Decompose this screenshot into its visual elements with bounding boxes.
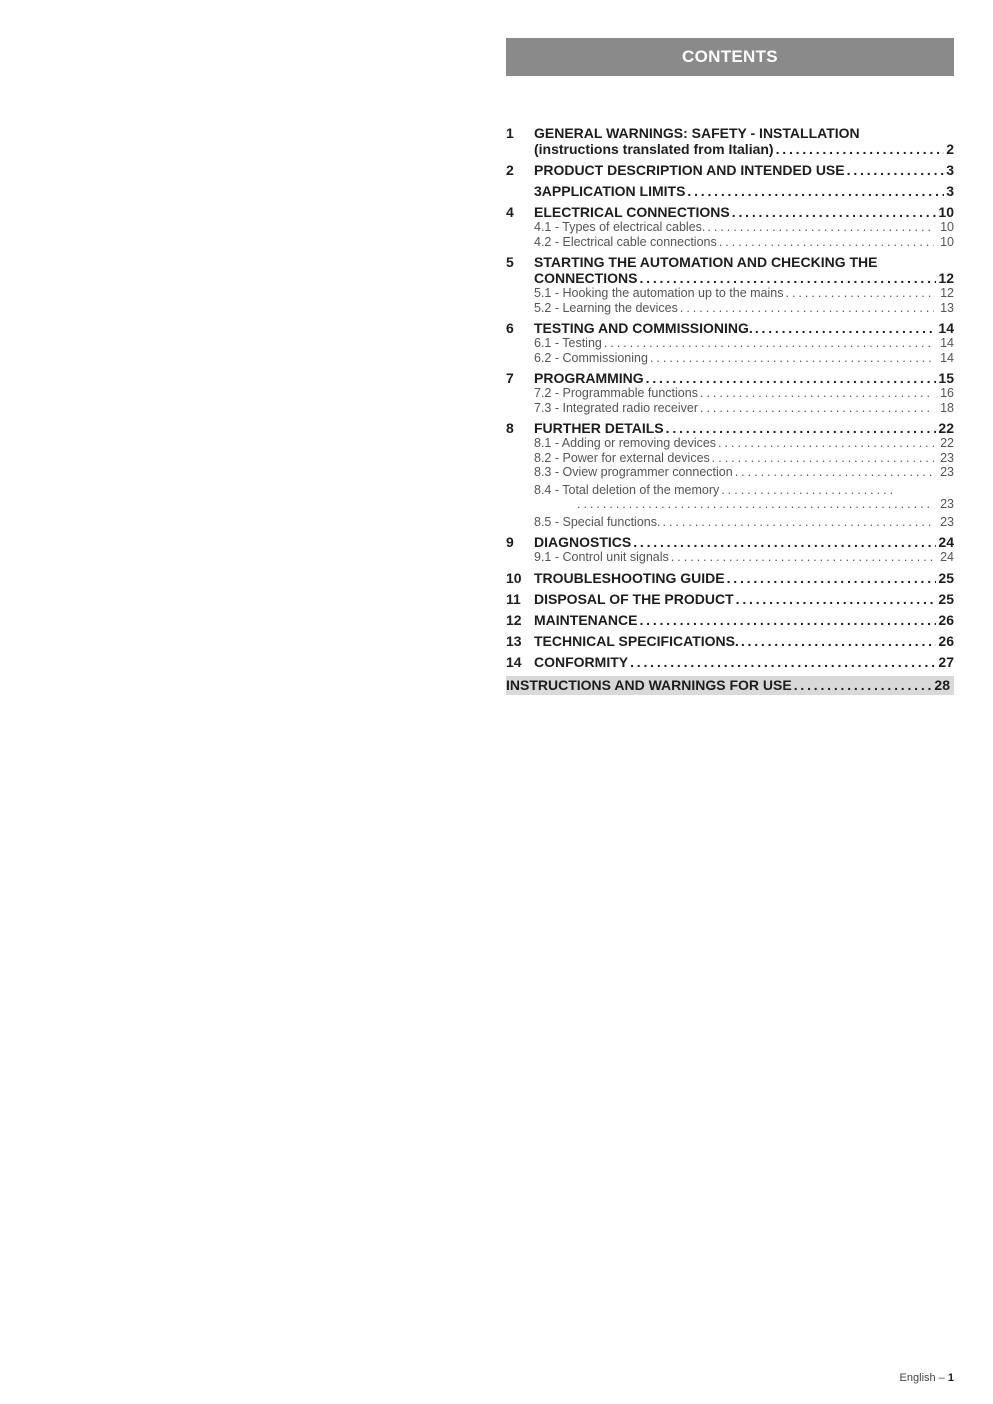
entry-page: 22 (938, 420, 954, 436)
entry-title: FURTHER DETAILS (534, 420, 664, 436)
dot-leader (639, 612, 936, 628)
dot-leader (707, 220, 934, 235)
dot-leader (700, 401, 934, 416)
dot-leader (712, 451, 934, 466)
subentry-page: 23 (940, 450, 954, 465)
footer-language: English – (899, 1372, 945, 1384)
subentry-page: 10 (940, 220, 954, 234)
subentry-label: 5.1 - Hooking the automation up to the mains (534, 286, 784, 300)
entry-page: 2 (946, 141, 954, 157)
entry-title: MAINTENANCE (534, 611, 638, 628)
toc-entry[interactable] (506, 654, 954, 670)
dot-leader (847, 162, 945, 178)
dot-leader (700, 386, 934, 401)
entry-title: CONNECTIONS (534, 270, 638, 286)
toc-entry[interactable] (506, 420, 954, 529)
entry-number: 14 (506, 653, 522, 670)
subentry-page: 18 (940, 400, 954, 415)
contents-title: CONTENTS (682, 47, 778, 66)
dot-leader (604, 336, 934, 351)
dot-leader (666, 420, 937, 436)
table-of-contents (506, 38, 954, 695)
dot-leader (732, 204, 937, 220)
toc-subentry[interactable] (534, 336, 954, 351)
subentry-page: 13 (940, 300, 954, 315)
entry-page: 15 (938, 370, 954, 386)
entry-page: 26 (938, 632, 954, 649)
dot-leader (727, 570, 937, 586)
dot-leader (630, 654, 936, 670)
subentry-page: 14 (940, 350, 954, 365)
dot-leader (776, 141, 945, 157)
entry-page: 27 (938, 653, 954, 670)
dot-leader (633, 534, 936, 550)
toc-entry[interactable] (506, 570, 954, 586)
toc-subentry[interactable] (534, 286, 954, 301)
entry-title: TECHNICAL SPECIFICATIONS. (534, 632, 739, 649)
toc-subentry[interactable] (534, 550, 954, 565)
toc-list (506, 125, 954, 670)
dot-leader (741, 633, 937, 649)
toc-entry[interactable] (506, 204, 954, 249)
toc-subentry[interactable] (534, 515, 954, 530)
entry-number: 7 (506, 370, 514, 386)
subentry-page: 12 (940, 286, 954, 300)
entry-title: STARTING THE AUTOMATION AND CHECKING THE (534, 254, 878, 270)
subentry-label: 7.2 - Programmable functions (534, 386, 698, 400)
subentry-label: 5.2 - Learning the devices (534, 300, 678, 315)
subentry-label: 8.3 - Oview programmer connection (534, 465, 733, 479)
toc-subentry[interactable] (534, 401, 954, 416)
dot-leader (650, 351, 934, 366)
entry-page: 3 (946, 183, 954, 199)
toc-subentry[interactable] (534, 220, 954, 235)
subentry-page: 23 (940, 465, 954, 479)
entry-number: 1 (506, 125, 514, 141)
toc-entry[interactable] (506, 534, 954, 565)
entry-number: 12 (506, 611, 522, 628)
toc-entry[interactable] (506, 591, 954, 607)
subentry-label: 6.1 - Testing (534, 336, 602, 350)
toc-entry[interactable] (506, 254, 954, 315)
entry-page: 26 (938, 611, 954, 628)
dot-leader (755, 320, 937, 336)
footer-page-number: 1 (947, 1372, 954, 1384)
entry-page: 10 (938, 204, 954, 220)
entry-number: 5 (506, 254, 514, 270)
subentry-label: 4.2 - Electrical cable connections (534, 234, 717, 249)
subentry-label: 8.5 - Special functions. (534, 514, 661, 529)
dot-leader (662, 515, 934, 530)
subentry-label: 8.1 - Adding or removing devices (534, 436, 717, 450)
toc-subentry[interactable] (534, 451, 954, 466)
subentry-label: 8.4 - Total deletion of the memory (534, 482, 720, 497)
dot-leader (718, 436, 934, 451)
toc-entry[interactable] (506, 162, 954, 178)
subentry-label: 6.2 - Commissioning (534, 350, 648, 365)
toc-subentry[interactable] (534, 351, 954, 366)
page-footer (900, 1372, 954, 1384)
subentry-page: 10 (940, 234, 954, 249)
entry-page: 28 (934, 677, 950, 693)
entry-title: GENERAL WARNINGS: SAFETY - INSTALLATION (534, 125, 860, 141)
subentry-page: 24 (940, 550, 954, 564)
dot-leader (577, 497, 934, 512)
entry-number: 6 (506, 320, 514, 336)
subentry-page: 22 (940, 436, 954, 450)
dot-leader (687, 183, 944, 199)
entry-number: 10 (506, 569, 522, 586)
dot-leader (671, 550, 934, 565)
toc-subentry[interactable] (534, 465, 954, 480)
entry-number: 8 (506, 420, 514, 436)
subentry-page: 23 (940, 497, 954, 511)
entry-page: 12 (938, 270, 954, 286)
entry-label: INSTRUCTIONS AND WARNINGS FOR USE (506, 677, 792, 693)
contents-header (506, 38, 954, 76)
dot-leader (646, 370, 937, 386)
entry-title: 3APPLICATION LIMITS (534, 183, 686, 199)
entry-page: 25 (938, 590, 954, 607)
entry-title: CONFORMITY (534, 653, 629, 670)
entry-title: ELECTRICAL CONNECTIONS (534, 204, 730, 220)
toc-entry[interactable] (506, 370, 954, 415)
toc-subentry[interactable] (534, 301, 954, 316)
entry-title: TESTING AND COMMISSIONING. (534, 320, 753, 336)
entry-number (506, 183, 534, 199)
entry-title: DISPOSAL OF THE PRODUCT (534, 590, 734, 607)
subentry-label: 8.2 - Power for external devices (534, 450, 710, 465)
toc-entry-instructions[interactable] (506, 676, 954, 695)
subentry-label: 7.3 - Integrated radio receiver (534, 400, 698, 415)
dot-leader (735, 465, 934, 480)
toc-subentry[interactable] (534, 386, 954, 401)
entry-number: 9 (506, 534, 514, 550)
dot-leader (721, 483, 897, 498)
entry-number: 2 (506, 162, 514, 178)
entry-number: 11 (506, 590, 521, 607)
entry-title: (instructions translated from Italian) (534, 141, 774, 157)
entry-title: DIAGNOSTICS (534, 534, 632, 550)
subentry-page: 14 (940, 336, 954, 350)
dot-leader (794, 677, 933, 693)
entry-page: 3 (946, 162, 954, 178)
toc-entry[interactable] (506, 125, 954, 157)
subentry-page: 16 (940, 386, 954, 400)
entry-page: 24 (938, 534, 954, 550)
toc-entry[interactable] (506, 633, 954, 649)
toc-entry[interactable] (506, 612, 954, 628)
entry-title: PROGRAMMING (534, 370, 644, 386)
toc-subentry[interactable] (534, 436, 954, 451)
entry-title: PRODUCT DESCRIPTION AND INTENDED USE (534, 162, 845, 178)
entry-number: 4 (506, 204, 514, 220)
toc-subentry[interactable] (534, 483, 954, 512)
toc-entry[interactable] (506, 320, 954, 365)
subentry-page: 23 (940, 514, 954, 529)
entry-page: 25 (938, 569, 954, 586)
dot-leader (785, 286, 934, 301)
entry-page: 14 (938, 320, 954, 336)
toc-subentry[interactable] (534, 235, 954, 250)
entry-title: TROUBLESHOOTING GUIDE (534, 569, 725, 586)
subentry-label: 9.1 - Control unit signals (534, 550, 669, 564)
entry-number: 13 (506, 632, 522, 649)
dot-leader (680, 301, 934, 316)
dot-leader (719, 235, 934, 250)
dot-leader (736, 591, 937, 607)
toc-entry[interactable] (506, 183, 954, 199)
subentry-label: 4.1 - Types of electrical cables. (534, 220, 706, 234)
dot-leader (639, 270, 936, 286)
